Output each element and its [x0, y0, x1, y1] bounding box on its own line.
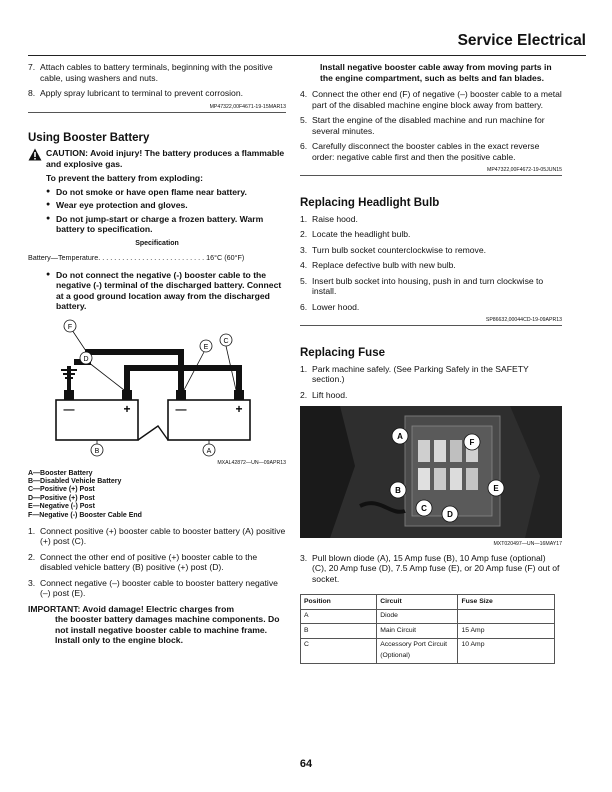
step-number: 7.	[28, 62, 36, 72]
step-text: Connect the other end (F) of negative (–) booster cable to a metal part of the disabled machine engine block away from battery.	[312, 89, 562, 110]
column-header: Fuse Size	[458, 595, 555, 610]
photo-reference: MXT020497—UN—16MAY17	[493, 541, 562, 547]
list-item	[300, 276, 562, 297]
list-item	[300, 141, 562, 162]
step-number: 3.	[28, 577, 36, 588]
step-text: Carefully disconnect the booster cables in the exact reverse order: negative cable first and then the positive cable.	[312, 141, 540, 162]
table-cell: C	[301, 638, 377, 663]
page-number: 64	[299, 758, 313, 770]
list-item	[28, 88, 286, 99]
connect-steps-continued	[300, 89, 562, 162]
step-number: 2.	[300, 389, 308, 400]
step-text: Lower hood.	[312, 301, 360, 312]
diagram-reference: MXAL42872—UN—09APR13	[217, 459, 286, 466]
callout-c: C	[223, 337, 229, 345]
list-item	[28, 62, 286, 83]
fuse-box-graphic	[300, 406, 562, 538]
callout-e: E	[203, 343, 209, 351]
callout-f: F	[67, 323, 73, 331]
section-title-fuse: Replacing Fuse	[300, 347, 385, 359]
step-number: 1.	[28, 525, 36, 536]
table-cell: 10 Amp	[458, 638, 555, 663]
step-number: 4.	[300, 260, 308, 270]
callout-b: B	[395, 486, 401, 495]
list-item	[300, 245, 562, 256]
page-title: Service Electrical	[457, 32, 586, 49]
ground-bullet	[28, 270, 286, 312]
callout-d: D	[447, 510, 453, 519]
table-header-row	[301, 595, 555, 610]
list-item	[300, 260, 562, 271]
left-column	[28, 62, 286, 646]
battery-a-positive-post	[234, 390, 244, 400]
step-text: Connect the other end of positive (+) booster cable to the disabled vehicle battery (B) positive (+) post (D).	[40, 551, 258, 573]
fuse-box-photo	[300, 406, 562, 538]
cable-steps	[28, 62, 286, 99]
list-item	[300, 115, 562, 136]
battery-b-negative-post	[64, 390, 74, 400]
table-row	[301, 624, 555, 639]
step-number: 1.	[300, 363, 308, 374]
prevent-title: To prevent the battery from exploding:	[46, 173, 203, 183]
table-row	[301, 638, 555, 663]
safety-bullets	[28, 187, 286, 235]
step-number: 5.	[300, 275, 308, 286]
diagram-legend	[28, 470, 286, 520]
important-lead: IMPORTANT: Avoid damage! Electric charges from	[28, 603, 234, 614]
list-item	[28, 526, 286, 547]
callout-b: B	[94, 447, 100, 455]
headlight-steps	[300, 214, 562, 313]
list-item	[300, 390, 562, 401]
step-text: Attach cables to battery terminals, beginning with the positive cable, using washers and nuts.	[40, 62, 273, 83]
callout-c: C	[421, 504, 427, 513]
list-item: ● Do not connect the negative (-) booster cable to the negative (-) terminal of the discharged battery. Connect at a good ground location away from the discharged battery.	[46, 270, 286, 312]
reference-code: SP86632,00044CD-19-09APR13	[300, 317, 562, 326]
important-continued: Install negative booster cable away from moving parts in the engine compartment, such as belts and fan blades.	[320, 62, 552, 83]
list-item	[300, 89, 562, 110]
step-text: Lift hood.	[312, 389, 348, 400]
step-text: Park machine safely. (See Parking Safely in the SAFETY section.)	[312, 363, 529, 384]
list-item: ● Wear eye protection and gloves.	[46, 200, 286, 211]
step-number: 6.	[300, 141, 308, 151]
column-header: Circuit	[377, 595, 458, 610]
fuse-table	[300, 594, 555, 664]
step-text: Raise hood.	[312, 213, 358, 224]
table-cell: Main Circuit	[377, 624, 458, 639]
section-title-headlight: Replacing Headlight Bulb	[300, 197, 440, 209]
booster-diagram-graphic	[28, 318, 286, 458]
table-cell: Diode	[377, 609, 458, 624]
step-number: 3.	[300, 244, 308, 255]
legend-item: A—Booster Battery	[28, 469, 93, 477]
minus-sign: —	[63, 403, 75, 416]
list-item	[28, 552, 286, 573]
caution-text: CAUTION: Avoid injury! The battery produces a flammable and explosive gas.	[46, 148, 285, 169]
callout-a: A	[206, 447, 212, 455]
caution-note	[28, 148, 286, 169]
list-item	[300, 364, 562, 385]
fuse-step-3	[300, 553, 562, 585]
spec-title: Specification	[135, 239, 179, 247]
callout-e: E	[493, 484, 499, 493]
list-item	[300, 214, 562, 225]
step-number: 1.	[300, 213, 308, 224]
step-text: Connect positive (+) booster cable to booster battery (A) positive (+) post (C).	[40, 525, 286, 547]
table-cell: A	[301, 609, 377, 624]
step-number: 3.	[300, 552, 308, 563]
header-rule	[28, 55, 586, 56]
fuse-steps	[300, 364, 562, 401]
step-number: 4.	[300, 89, 308, 99]
reference-code: MP47322,00F4672-19-05JUN15	[300, 167, 562, 176]
battery-b-positive-post	[122, 390, 132, 400]
step-text: Start the engine of the disabled machine and run machine for several minutes.	[312, 115, 545, 136]
step-text: Connect negative (–) booster cable to booster battery negative (–) post (E).	[40, 577, 278, 599]
list-item	[28, 578, 286, 599]
table-cell	[458, 609, 555, 624]
warning-icon	[28, 148, 42, 161]
list-item: ● Do not smoke or have open flame near battery.	[46, 187, 286, 198]
booster-diagram	[28, 318, 286, 458]
step-text: Turn bulb socket counterclockwise to remove.	[312, 244, 487, 255]
legend-item: E—Negative (-) Post	[28, 503, 95, 511]
legend-item: C—Positive (+) Post	[28, 486, 95, 494]
important-text: the booster battery damages machine components. Do not install negative booster cable to machine frame. Install only to the engine block.	[55, 614, 280, 646]
legend-item: D—Positive (+) Post	[28, 494, 95, 502]
step-number: 5.	[300, 115, 308, 125]
battery-a-negative-post	[176, 390, 186, 400]
legend-item: F—Negative (-) Booster Cable End	[28, 511, 142, 519]
step-text: Replace defective bulb with new bulb.	[312, 260, 456, 270]
column-header: Position	[301, 595, 377, 610]
table-cell: Accessory Port Circuit (Optional)	[377, 638, 458, 663]
plus-sign: +	[123, 401, 131, 416]
callout-f: F	[469, 438, 475, 447]
minus-sign: —	[175, 403, 187, 416]
callout-d: D	[83, 355, 89, 363]
table-cell: B	[301, 624, 377, 639]
list-item	[300, 553, 562, 585]
list-item	[300, 302, 562, 313]
list-item: ● Do not jump-start or charge a frozen battery. Warm battery to specification.	[46, 214, 286, 235]
step-number: 2.	[28, 551, 36, 562]
reference-code: MP47322,00F4671-19-15MAR13	[28, 104, 286, 113]
spec-row: Battery—Temperature. . . . . . . . . . . . . . . . . . . . . . . . . . . 16°C (60°F)	[28, 253, 245, 262]
list-item	[300, 229, 562, 240]
legend-item: B—Disabled Vehicle Battery	[28, 477, 122, 485]
important-note	[28, 604, 286, 646]
page-header	[28, 32, 586, 50]
step-text: Insert bulb socket into housing, push in and turn clockwise to install.	[312, 275, 544, 296]
table-cell: 15 Amp	[458, 624, 555, 639]
connect-steps	[28, 526, 286, 599]
right-column	[300, 62, 562, 664]
step-text: Pull blown diode (A), 15 Amp fuse (B), 10 Amp fuse (optional) (C), 20 Amp fuse (D), 7.5 Amp fuse (E), or 20 Amp fuse (F) out of socket.	[312, 552, 560, 584]
plus-sign: +	[235, 401, 243, 416]
table-row	[301, 609, 555, 624]
step-number: 8.	[28, 88, 36, 98]
step-number: 2.	[300, 229, 308, 239]
section-title-booster: Using Booster Battery	[28, 131, 150, 144]
step-text: Locate the headlight bulb.	[312, 229, 411, 239]
step-text: Apply spray lubricant to terminal to prevent corrosion.	[40, 88, 244, 98]
callout-a: A	[397, 432, 403, 441]
step-number: 6.	[300, 301, 308, 312]
battery-gap-line	[138, 426, 168, 440]
